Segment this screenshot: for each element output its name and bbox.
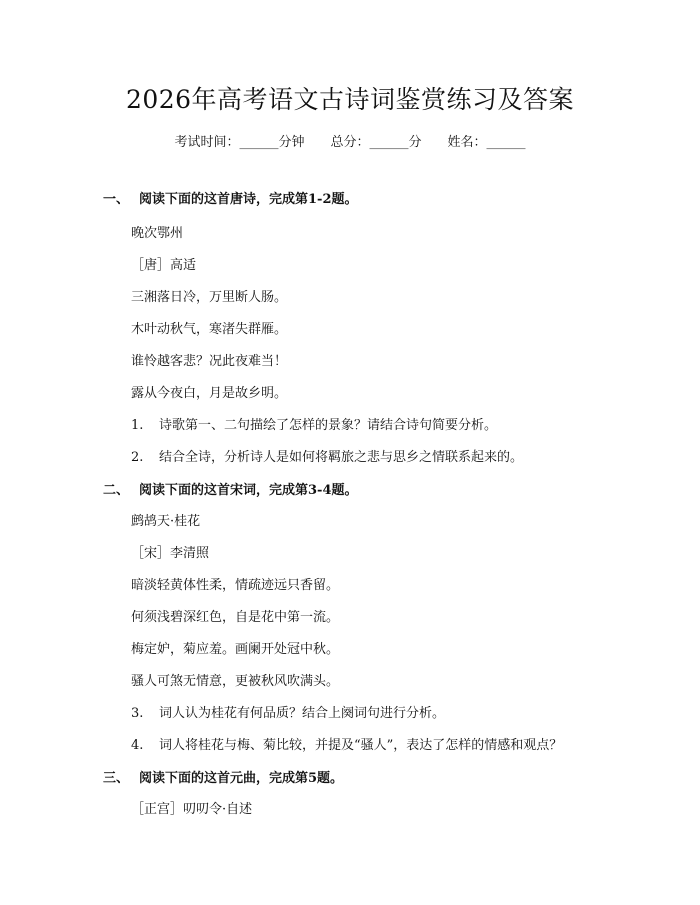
question-text: 词人认为桂花有何品质？结合上阕词句进行分析。 bbox=[159, 706, 446, 721]
student-name-label: 姓名：______ bbox=[447, 135, 526, 150]
section-heading bbox=[103, 192, 358, 208]
question-item bbox=[131, 418, 497, 434]
section-heading-text: 阅读下面的这首宋词，完成第3-4题。 bbox=[139, 483, 358, 498]
question-item bbox=[131, 738, 562, 754]
section-number: 二、 bbox=[103, 483, 130, 498]
question-text: 诗歌第一、二句描绘了怎样的景象？请结合诗句简要分析。 bbox=[159, 418, 498, 433]
poem-author: ［宋］李清照 bbox=[131, 546, 210, 561]
poem-line: 暗淡轻黄体性柔，情疏迹远只香留。 bbox=[131, 578, 340, 593]
exam-info bbox=[0, 131, 700, 150]
poem-line: 何须浅碧深红色，自是花中第一流。 bbox=[131, 610, 340, 625]
poem-title: 鹧鸪天·桂花 bbox=[131, 514, 201, 529]
page-title: 2026年高考语文古诗词鉴赏练习及答案 bbox=[125, 85, 575, 114]
poem-line: 谁怜越客悲？况此夜难当！ bbox=[131, 354, 288, 369]
question-number: 1. bbox=[131, 418, 144, 433]
section-heading bbox=[103, 483, 358, 499]
question-item bbox=[131, 706, 445, 722]
question-number: 4. bbox=[131, 738, 144, 753]
exam-time-label: 考试时间：______分钟 bbox=[174, 135, 305, 150]
poem-title: ［正宫］叨叨令·自述 bbox=[131, 802, 253, 817]
question-number: 2. bbox=[131, 450, 144, 465]
poem-line: 梅定妒，菊应羞。画阑开处冠中秋。 bbox=[131, 642, 340, 657]
poem-line: 骚人可煞无情意，更被秋风吹满头。 bbox=[131, 674, 340, 689]
section-number: 一、 bbox=[103, 192, 130, 207]
poem-author: ［唐］高适 bbox=[131, 258, 197, 273]
total-score-label: 总分：______分 bbox=[330, 135, 422, 150]
poem-line: 露从今夜白，月是故乡明。 bbox=[131, 386, 288, 401]
question-text: 词人将桂花与梅、菊比较，并提及“骚人”，表达了怎样的情感和观点？ bbox=[159, 738, 563, 753]
section-heading-text: 阅读下面的这首唐诗，完成第1-2题。 bbox=[139, 192, 358, 207]
question-text: 结合全诗，分析诗人是如何将羁旅之悲与思乡之情联系起来的。 bbox=[159, 450, 524, 465]
section-number: 三、 bbox=[103, 771, 130, 786]
section-heading bbox=[103, 771, 343, 787]
poem-line: 木叶动秋气，寒渚失群雁。 bbox=[131, 322, 288, 337]
question-item bbox=[131, 450, 523, 466]
section-heading-text: 阅读下面的这首元曲，完成第5题。 bbox=[139, 771, 344, 786]
question-number: 3. bbox=[131, 706, 144, 721]
poem-line: 三湘落日冷，万里断人肠。 bbox=[131, 290, 288, 305]
poem-title: 晚次鄂州 bbox=[131, 226, 184, 241]
